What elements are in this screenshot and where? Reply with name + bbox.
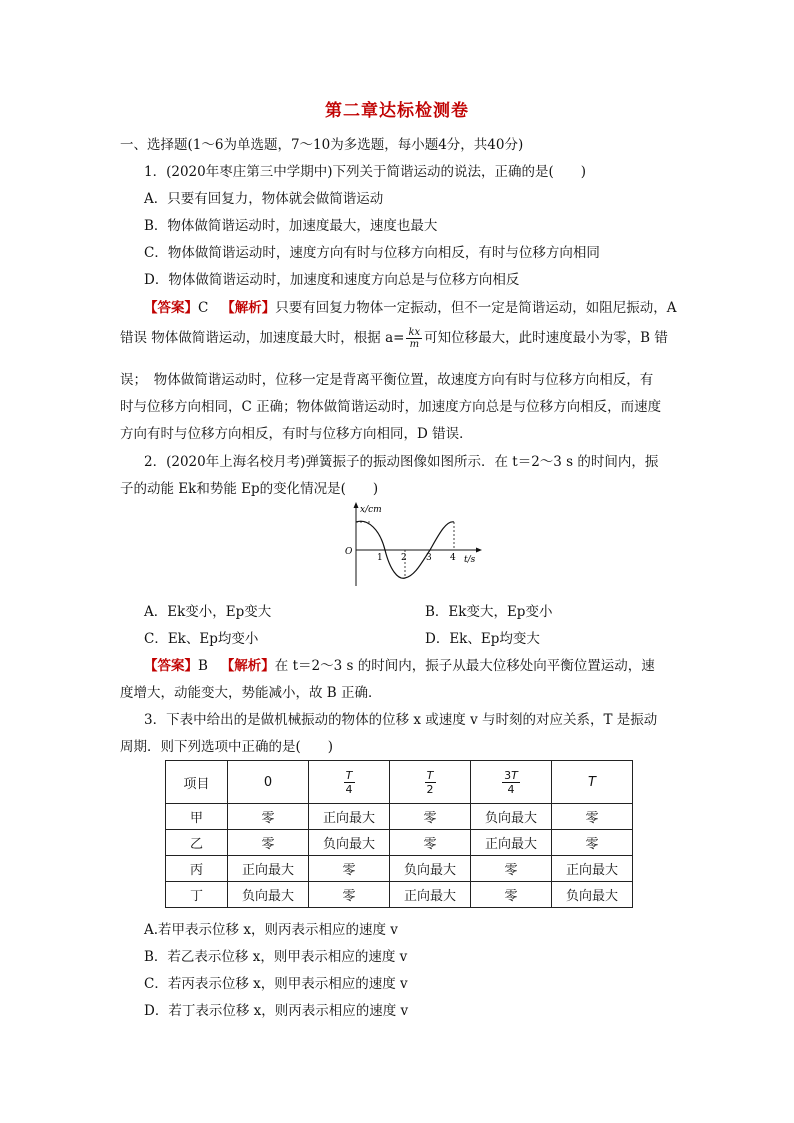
- tick-label: 4: [450, 553, 456, 563]
- tick-label: 2: [401, 553, 407, 563]
- q1-analysis-line-3: 误； 物体做简谐运动时，位移一定是背离平衡位置，故速度方向有时与位移方向相反，有: [120, 372, 654, 388]
- table-row: [166, 830, 633, 856]
- analysis-text: 在 t＝2～3 s 的时间内，振子从最大位移处向平衡位置运动，速: [274, 658, 655, 674]
- q1-answer-line: [144, 296, 676, 316]
- table-cell: 乙: [166, 830, 228, 856]
- fraction-numerator: 3T: [504, 768, 518, 782]
- page-title: 第二章达标检测卷: [325, 101, 469, 121]
- origin-label: O: [345, 547, 353, 557]
- section-heading: 一、选择题(1～6为单选题，7～10为多选题，每小题4分，共40分): [120, 137, 524, 153]
- table-cell: 零: [471, 882, 552, 908]
- table-cell: 零: [309, 856, 390, 882]
- q1-option-b: B．物体做简谐运动时，加速度最大，速度也最大: [144, 218, 438, 234]
- formula-fraction: [406, 327, 422, 350]
- q1-option-a: A．只要有回复力，物体就会做简谐运动: [144, 191, 384, 207]
- q2-option-c: C．Ek、Ep均变小: [144, 631, 259, 647]
- analysis-text: 错误 物体做简谐运动，加速度最大时，根据 a=: [120, 330, 405, 346]
- q1-option-d: D．物体做简谐运动时，加速度和速度方向总是与位移方向相反: [144, 272, 520, 288]
- analysis-tag: 【解析】: [221, 300, 276, 316]
- q3-option-c: C．若丙表示位移 x，则甲表示相应的速度 v: [144, 976, 408, 992]
- y-axis-arrow: [354, 502, 359, 508]
- table-header-row: [166, 761, 633, 804]
- q2-answer-line: [144, 654, 655, 674]
- fraction-numerator: kx: [408, 327, 421, 338]
- table-cell: 零: [390, 830, 471, 856]
- table-row: [166, 804, 633, 830]
- table-cell: 正向最大: [471, 830, 552, 856]
- q2-stem-1: 2．(2020年上海名校月考)弹簧振子的振动图像如图所示．在 t＝2～3 s 的时间内，振: [144, 454, 659, 470]
- q3-stem-1: 3．下表中给出的是做机械振动的物体的位移 x 或速度 v 与时刻的对应关系，T 是振动: [144, 712, 658, 728]
- table-header-cell: [471, 761, 552, 804]
- table-cell: 零: [552, 830, 633, 856]
- q2-option-a: A．Ek变小，Ep变大: [144, 604, 272, 620]
- fraction-denominator: 4: [507, 782, 515, 796]
- table-cell: 零: [309, 882, 390, 908]
- table-row: [166, 882, 633, 908]
- table-cell: 零: [228, 830, 309, 856]
- analysis-text: 只要有回复力物体一定振动，但不一定是简谐运动，如阻尼振动，A: [275, 300, 677, 316]
- tick-label: 1: [377, 553, 383, 563]
- q1-analysis-line-5: 方向有时与位移方向相反，有时与位移方向相同，D 错误．: [120, 426, 473, 442]
- table-cell: 负向最大: [228, 882, 309, 908]
- answer-tag: 【答案】: [144, 658, 198, 674]
- q3-option-b: B．若乙表示位移 x，则甲表示相应的速度 v: [144, 949, 408, 965]
- table-header-cell: [390, 761, 471, 804]
- table-cell: 正向最大: [309, 804, 390, 830]
- table-cell: 零: [390, 804, 471, 830]
- table-header-cell: [309, 761, 390, 804]
- y-axis-label: x/cm: [360, 505, 382, 515]
- table-cell: 甲: [166, 804, 228, 830]
- q2-option-b: B．Ek变大，Ep变小: [425, 604, 553, 620]
- answer-tag: 【答案】: [144, 300, 198, 316]
- table-row: [166, 856, 633, 882]
- fraction-numerator: T: [425, 769, 436, 783]
- vibration-graph: [340, 500, 490, 592]
- fraction-denominator: m: [409, 339, 420, 350]
- q1-stem: 1．(2020年枣庄第三中学期中)下列关于简谐运动的说法，正确的是( ): [144, 164, 587, 180]
- table-cell: 丙: [166, 856, 228, 882]
- table-cell: 零: [228, 804, 309, 830]
- table-cell: 负向最大: [552, 882, 633, 908]
- q2-stem-2: 子的动能 Ek和势能 Ep的变化情况是( ): [120, 481, 379, 497]
- q1-analysis-line-2: [120, 326, 668, 350]
- table-cell: 正向最大: [228, 856, 309, 882]
- q2-option-d: D．Ek、Ep均变大: [425, 631, 540, 647]
- fraction-denominator: 4: [345, 782, 353, 796]
- x-axis-arrow: [476, 548, 482, 553]
- table-header-cell: 项目: [166, 761, 228, 804]
- x-axis-label: t/s: [464, 555, 476, 565]
- fraction-denominator: 2: [426, 782, 434, 796]
- analysis-tag: 【解析】: [220, 658, 275, 674]
- table-cell: 丁: [166, 882, 228, 908]
- analysis-text: 可知位移最大，此时速度最小为零，B 错: [424, 330, 668, 346]
- q1-option-c: C．物体做简谐运动时，速度方向有时与位移方向相反，有时与位移方向相同: [144, 245, 600, 261]
- fraction-numerator: T: [344, 769, 355, 783]
- q3-option-a: A.若甲表示位移 x，则丙表示相应的速度 v: [144, 922, 398, 938]
- table-cell: 负向最大: [390, 856, 471, 882]
- table-cell: 正向最大: [552, 856, 633, 882]
- table-cell: 负向最大: [471, 804, 552, 830]
- q2-analysis-line-2: 度增大，动能变大，势能减小，故 B 正确．: [120, 685, 382, 701]
- q3-option-d: D．若丁表示位移 x，则丙表示相应的速度 v: [144, 1003, 409, 1019]
- table-cell: 零: [552, 804, 633, 830]
- q3-stem-2: 周期．则下列选项中正确的是( ): [120, 739, 334, 755]
- table-cell: 负向最大: [309, 830, 390, 856]
- answer-value: C: [198, 300, 209, 316]
- answer-value: B: [198, 658, 208, 674]
- q1-analysis-line-4: 时与位移方向相同，C 正确；物体做简谐运动时，加速度方向总是与位移方向相反，而速度: [120, 399, 662, 415]
- tick-label: 3: [426, 553, 432, 563]
- q3-table: [165, 760, 633, 908]
- table-cell: 零: [471, 856, 552, 882]
- table-cell: 正向最大: [390, 882, 471, 908]
- table-header-cell: 0: [228, 761, 309, 804]
- table-header-cell: T: [552, 761, 633, 804]
